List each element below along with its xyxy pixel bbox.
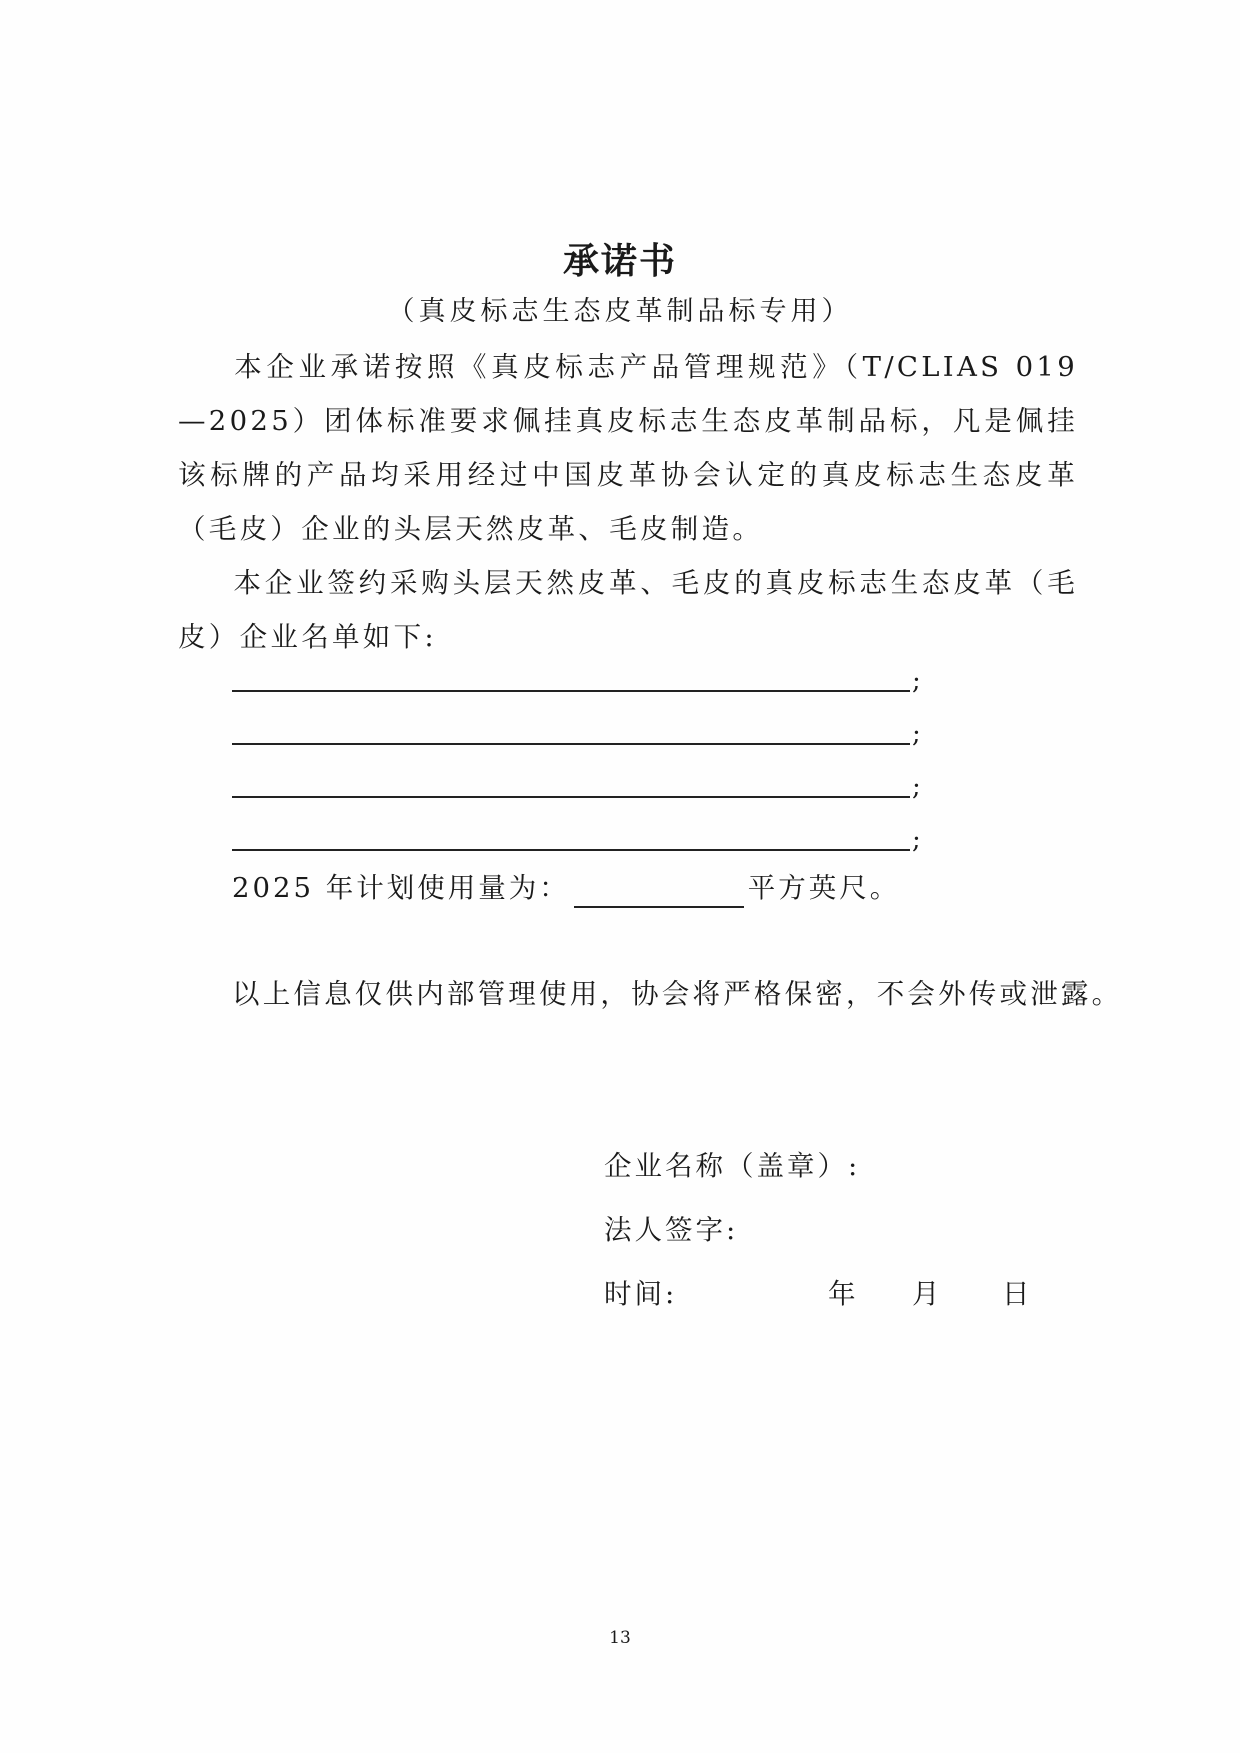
date-day-label: 日 [1002, 1278, 1030, 1310]
commitment-paragraph [178, 340, 1078, 556]
date-year-label: 年 [828, 1278, 856, 1310]
planned-usage-line [232, 868, 900, 908]
supplier-blank-line-4[interactable] [232, 849, 910, 851]
supplier-blank-line-3[interactable] [232, 796, 910, 798]
planned-usage-label: 2025 年计划使用量为： [232, 872, 570, 904]
company-name-label: 企业名称（盖章）: [604, 1150, 861, 1182]
page-number: 13 [609, 1628, 631, 1648]
date-label: 时间: [604, 1278, 678, 1310]
supplier-list-intro-text: 本企业签约采购头层天然皮革、毛皮的真皮标志生态皮革（毛皮）企业名单如下: [178, 567, 1078, 653]
legal-representative-label: 法人签字: [604, 1214, 739, 1246]
supplier-blank-terminator-3: ; [912, 772, 921, 802]
date-month-label: 月 [912, 1278, 940, 1310]
supplier-list-intro [178, 556, 1078, 664]
supplier-blank-terminator-4: ; [912, 825, 921, 855]
confidentiality-notice: 以上信息仅供内部管理使用，协会将严格保密，不会外传或泄露。 [232, 978, 1123, 1010]
document-subtitle: （真皮标志生态皮革制品标专用） [387, 296, 853, 327]
supplier-blank-terminator-1: ; [912, 666, 921, 696]
supplier-blank-terminator-2: ; [912, 719, 921, 749]
document-title: 承诺书 [562, 240, 677, 282]
supplier-blank-line-2[interactable] [232, 743, 910, 745]
planned-usage-blank[interactable] [574, 876, 744, 908]
commitment-paragraph-text: 本企业承诺按照《真皮标志产品管理规范》（T/CLIAS 019—2025）团体标准要求佩挂真皮标志生态皮革制品标，凡是佩挂该标牌的产品均采用经过中国皮革协会认定的真皮标志生态皮革（毛皮）企业的头层天然皮革、毛皮制造。 [178, 351, 1078, 545]
planned-usage-unit: 平方英尺。 [747, 872, 901, 904]
supplier-blank-line-1[interactable] [232, 690, 910, 692]
